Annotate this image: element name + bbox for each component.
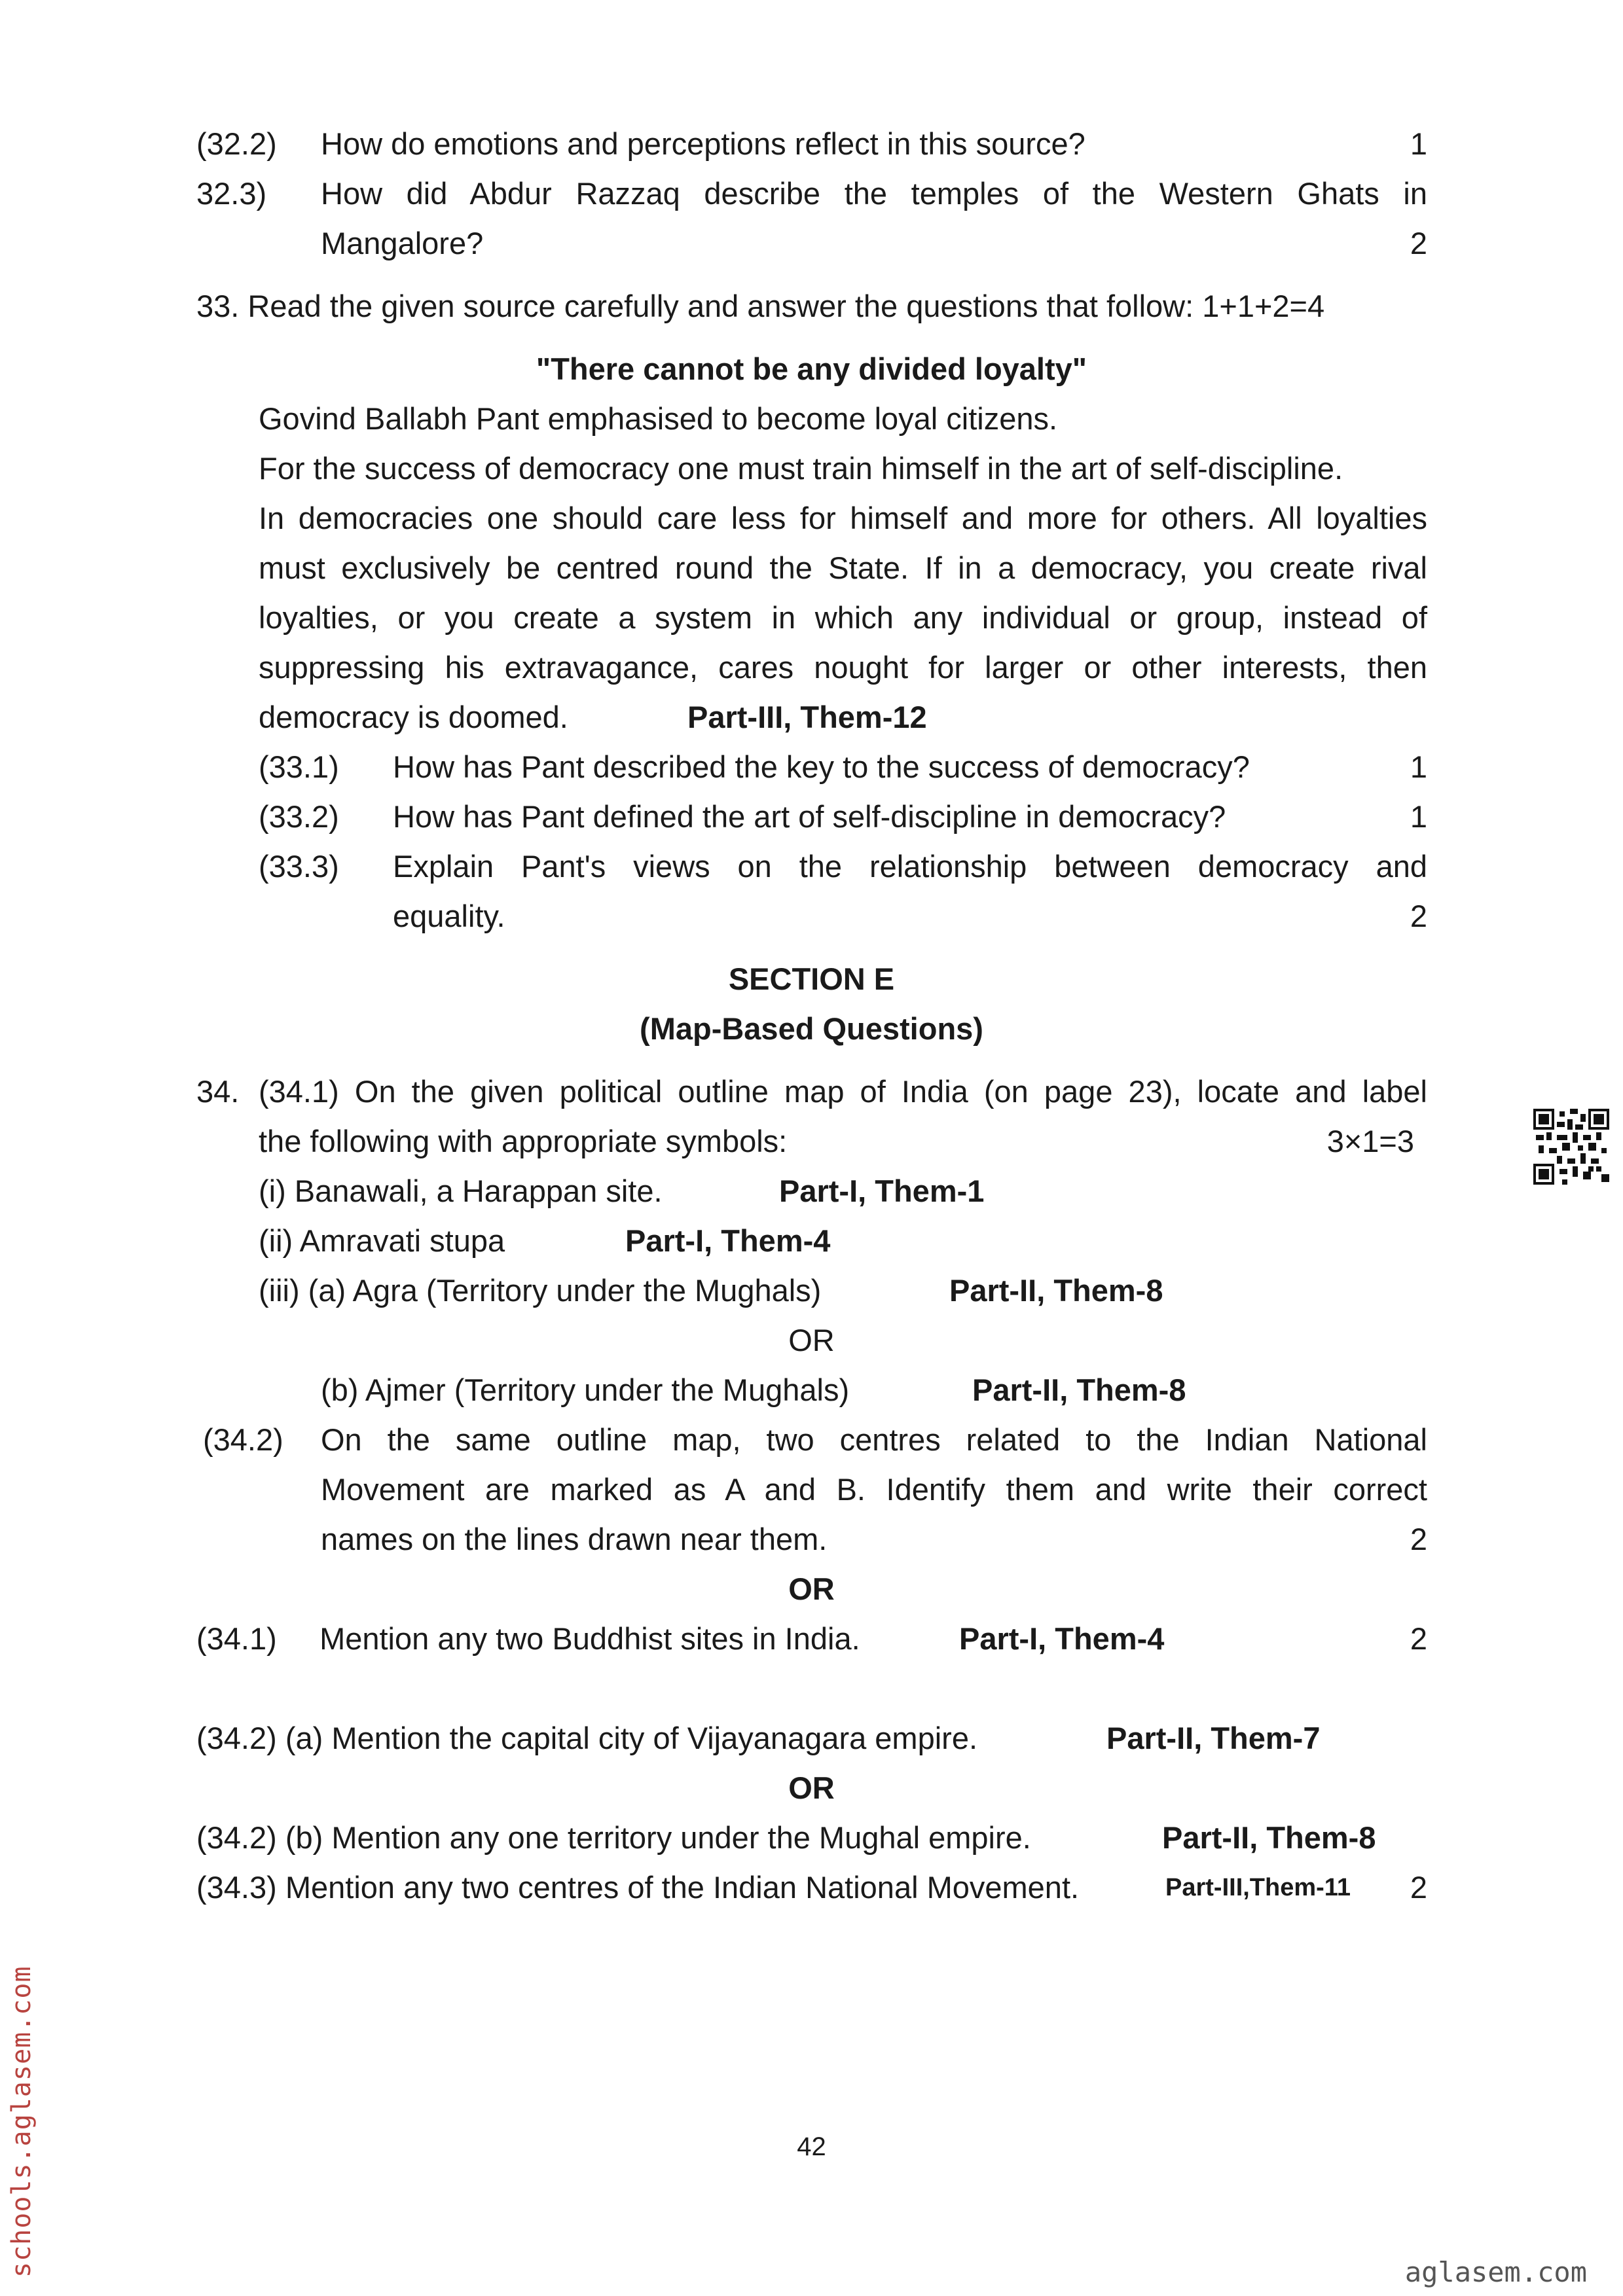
q34-1-item-iii-a-ref: Part-II, Them-8 — [949, 1273, 1163, 1308]
q34-1-item-ii-ref: Part-I, Them-4 — [625, 1223, 831, 1258]
q34-alt-2b: (34.2) (b) Mention any one territory under the Mughal empire. — [196, 1820, 1031, 1855]
q33-3-number: (33.3) — [259, 849, 339, 884]
q34-1-item-i-ref: Part-I, Them-1 — [779, 1174, 985, 1208]
q34-2-text-line2: Movement are marked as A and B. Identify them and write their correct — [321, 1472, 1427, 1507]
q33-para-line: In democracies one should care less for himself and more for others. All loyalties — [259, 501, 1427, 535]
side-watermark: schools.aglasem.com — [7, 1965, 37, 2278]
q34-2-marks: 2 — [1410, 1522, 1427, 1556]
or-divider: OR — [788, 1770, 835, 1805]
q33-header: 33. Read the given source carefully and answer the questions that follow: 1+1+2=4 — [196, 289, 1325, 323]
q32-2-marks: 1 — [1410, 126, 1427, 161]
q33-3-marks: 2 — [1410, 899, 1427, 933]
q33-para-line: democracy is doomed. — [259, 700, 568, 734]
or-divider: OR — [788, 1323, 835, 1357]
q34-1-item-i: (i) Banawali, a Harappan site. — [259, 1174, 663, 1208]
q33-source-ref: Part-III, Them-12 — [687, 700, 927, 734]
q33-para-line: loyalties, or you create a system in which any individual or group, instead of — [259, 600, 1427, 635]
q34-alt-2a: (34.2) (a) Mention the capital city of Vijayanagara empire. — [196, 1721, 978, 1755]
q34-2-number: (34.2) — [203, 1422, 283, 1457]
or-divider: OR — [788, 1571, 835, 1606]
q34-1-marks: 3×1=3 — [1326, 1124, 1414, 1158]
q33-para-line: must exclusively be centred round the State. If in a democracy, you create rival — [259, 550, 1427, 585]
q34-alt-2a-ref: Part-II, Them-7 — [1106, 1721, 1321, 1755]
q34-1-item-iii-a: (iii) (a) Agra (Territory under the Mughals) — [259, 1273, 822, 1308]
q34-alt-1: (34.1) Mention any two Buddhist sites in India. — [196, 1621, 860, 1656]
qr-code-icon — [1533, 1109, 1609, 1185]
section-title: SECTION E — [728, 961, 895, 996]
q32-2-number: (32.2) — [196, 126, 277, 161]
q34-alt-1-ref: Part-I, Them-4 — [959, 1621, 1165, 1656]
q33-3-text-line2: equality. — [393, 899, 505, 933]
q33-1-number: (33.1) — [259, 749, 339, 784]
q33-1-text: How has Pant described the key to the success of democracy? — [393, 749, 1250, 784]
q33-2-marks: 1 — [1410, 799, 1427, 834]
q33-3-text-line1: Explain Pant's views on the relationship between democracy and — [393, 849, 1427, 884]
q32-3-marks: 2 — [1410, 226, 1427, 260]
page-number: 42 — [797, 2132, 826, 2161]
q33-source-title: "There cannot be any divided loyalty" — [536, 351, 1087, 386]
q34-1-item-ii: (ii) Amravati stupa — [259, 1223, 505, 1258]
q32-3-text-line1: How did Abdur Razzaq describe the temples of the Western Ghats in — [321, 176, 1427, 211]
q34-alt-3-marks: 2 — [1410, 1870, 1427, 1905]
q33-para-line: Govind Ballabh Pant emphasised to become loyal citizens. — [259, 401, 1058, 436]
q33-1-marks: 1 — [1410, 749, 1427, 784]
q33-para-line: For the success of democracy one must train himself in the art of self-discipline. — [259, 451, 1343, 486]
q34-1-item-iii-b: (b) Ajmer (Territory under the Mughals) — [321, 1372, 850, 1407]
q34-2-text-line3: names on the lines drawn near them. — [321, 1522, 828, 1556]
footer-watermark: aglasem.com — [1404, 2256, 1587, 2288]
section-subtitle: (Map-Based Questions) — [640, 1011, 983, 1046]
q33-2-text: How has Pant defined the art of self-discipline in democracy? — [393, 799, 1226, 834]
q34-2-text-line1: On the same outline map, two centres related to the Indian National — [321, 1422, 1427, 1457]
q34-1-text-line2: the following with appropriate symbols: — [259, 1124, 788, 1158]
q32-2-text: How do emotions and perceptions reflect in this source? — [321, 126, 1085, 161]
q33-2-number: (33.2) — [259, 799, 339, 834]
q34-number: 34. — [196, 1074, 240, 1109]
q32-3-number: 32.3) — [196, 176, 267, 211]
q33-para-line: suppressing his extravagance, cares nought for larger or other interests, then — [259, 650, 1427, 685]
q34-alt-1-marks: 2 — [1410, 1621, 1427, 1656]
q34-alt-3-ref: Part-III,Them-11 — [1165, 1874, 1351, 1901]
q34-1-item-iii-b-ref: Part-II, Them-8 — [972, 1372, 1186, 1407]
q34-1-text-line1: (34.1) On the given political outline map of India (on page 23), locate and label — [259, 1074, 1427, 1109]
q34-alt-3: (34.3) Mention any two centres of the Indian National Movement. — [196, 1870, 1080, 1905]
q32-3-text-line2: Mangalore? — [321, 226, 484, 260]
q34-alt-2b-ref: Part-II, Them-8 — [1162, 1820, 1376, 1855]
